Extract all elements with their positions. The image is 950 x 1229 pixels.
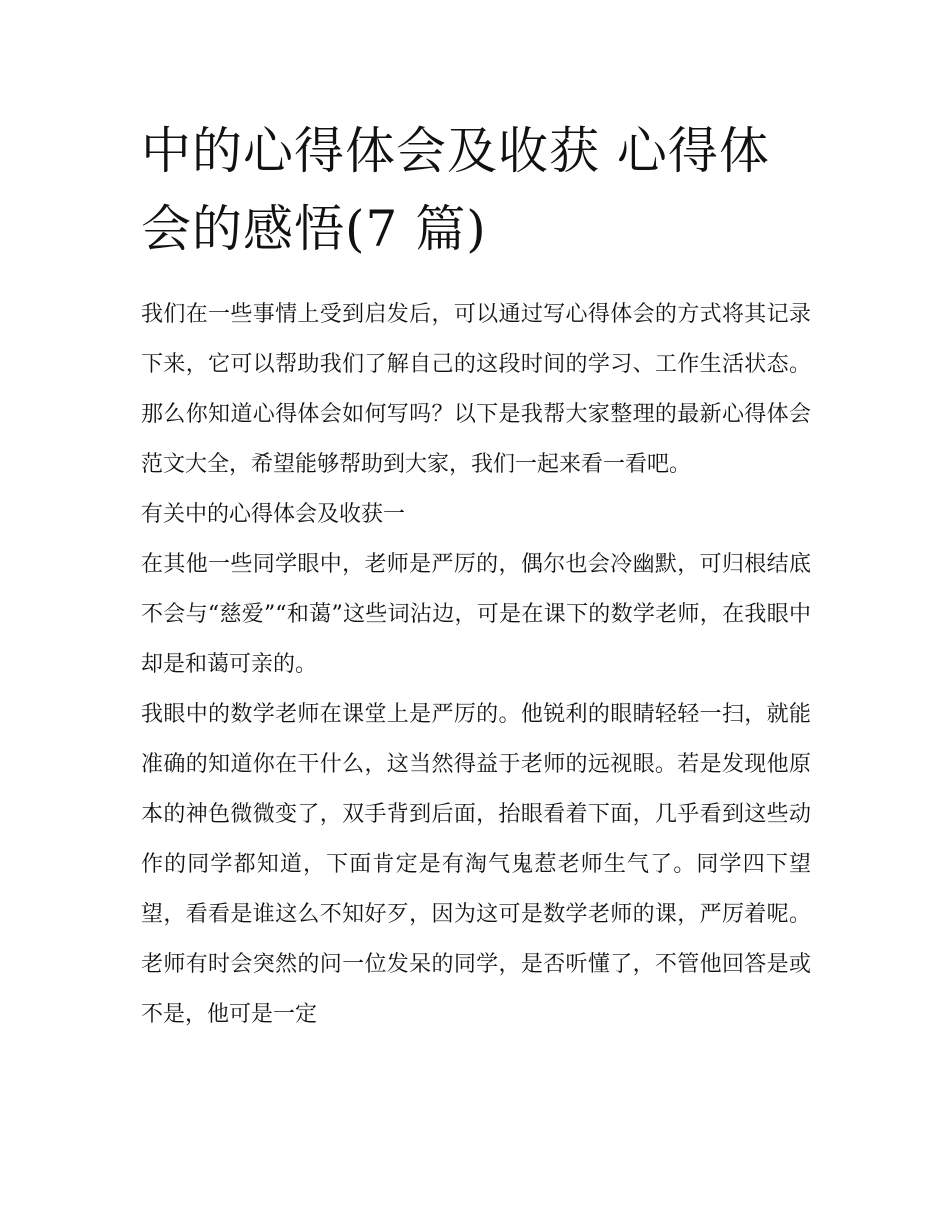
- document-title: 中的心得体会及收获 心得体会的感悟(7 篇): [141, 122, 770, 258]
- section-heading: 有关中的心得体会及收获一: [141, 502, 406, 527]
- body-paragraph-2: 我眼中的数学老师在课堂上是严厉的。他锐利的眼睛轻轻一扫，就能准确的知道你在干什么，这当然得益于老师的远视眼。若是发现他原本的神色微微变了，双手背到后面，抬眼看着下面，几乎看到这些动作的同学都知道，下面肯定是有淘气鬼惹老师生气了。同学四下望望，看看是谁这么不知好歹，因为这可是数学老师的课，严厉着呢。老师有时会突然的问一位发呆的同学，是否听懂了，不管他回答是或不是，他可是一定: [141, 702, 811, 1027]
- document-body: [141, 290, 811, 1040]
- intro-paragraph: 我们在一些事情上受到启发后，可以通过写心得体会的方式将其记录下来，它可以帮助我们了解自己的这段时间的学习、工作生活状态。那么你知道心得体会如何写吗？以下是我帮大家整理的最新心得体会范文大全，希望能够帮助到大家，我们一起来看一看吧。: [141, 302, 811, 477]
- document-page: [141, 112, 811, 1040]
- body-paragraph-1: 在其他一些同学眼中，老师是严厉的，偶尔也会冷幽默，可归根结底不会与“慈爱”“和蔼”这些词沾边，可是在课下的数学老师，在我眼中却是和蔼可亲的。: [141, 552, 811, 677]
